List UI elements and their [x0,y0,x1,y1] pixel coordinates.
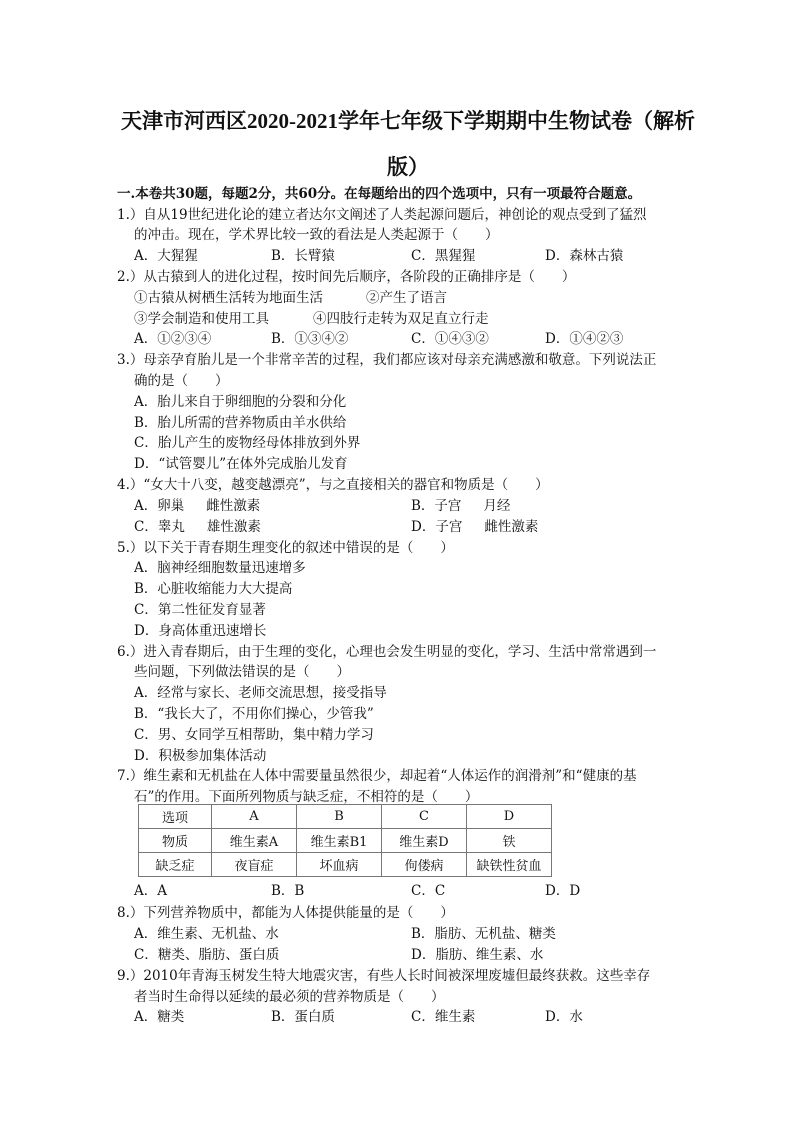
table-cell: 缺乏症 [139,853,212,877]
q6-stem-line2: 些问题，下列做法错误的是（ ） [134,664,350,680]
q4-option-c-organ: C．睾丸 [134,519,185,535]
q2-option-a: A．①②③④ [134,331,212,347]
table-row [139,853,552,877]
q4-option-a [134,494,260,514]
q3-stem-line2: 确的是（ ） [134,373,229,389]
q1-stem-line1: 1.）自从19世纪进化论的建立者达尔文阐述了人类起源问题后，神创论的观点受到了猛烈 [117,207,647,223]
table-cell: 佝偻病 [382,853,467,877]
table-cell: 坏血病 [297,853,382,877]
q1-option-d: D．森林古猿 [545,248,624,264]
q4-option-a-substance: 雌性激素 [206,498,261,514]
q2-option-c: C．①④③② [411,331,489,347]
q6-option-b: B．“我长大了，不用你们操心，少管我” [134,706,374,722]
q8-option-c: C．糖类、脂肪、蛋白质 [134,947,280,963]
table-cell: B [297,805,382,829]
q9-option-a: A．糖类 [134,1009,185,1025]
q9-stem-line1: 9.）2010年青海玉树发生特大地震灾害，有些人长时间被深埋废墟但最终获救。这些幸存 [117,968,651,984]
q4-option-b-substance: 月经 [483,498,511,514]
q1-option-b: B．长臂猿 [271,248,335,264]
q9-option-d: D．水 [545,1009,583,1025]
q2-statement-1: ①古猿从树栖生活转为地面生活 [134,290,323,306]
table-cell: 维生素B1 [297,829,382,853]
table-row [139,805,552,829]
q7-option-a: A．A [134,883,167,899]
exam-title [118,98,698,190]
q4-option-a-organ: A．卵巢 [134,498,185,514]
exam-title-line2: 版） [387,155,429,179]
q4-stem: 4.）“女大十八变，越变越漂亮”，与之直接相关的器官和物质是（ ） [117,477,549,493]
q5-option-a: A．脑神经细胞数量迅速增多 [134,560,306,576]
q5-option-d: D．身高体重迅速增长 [134,623,267,639]
q8-option-b: B．脂肪、无机盐、糖类 [411,926,556,942]
q5-option-c: C．第二性征发育显著 [134,602,266,618]
q7-stem-line2: 石”的作用。下面所列物质与缺乏症，不相符的是（ ） [134,789,479,805]
q3-option-c: C．胎儿产生的废物经母体排放到外界 [134,435,361,451]
table-cell: 夜盲症 [212,853,297,877]
q4-option-b-organ: B．子宫 [411,498,462,514]
table-row [139,829,552,853]
q1-stem-line2: 的冲击。现在，学术界比较一致的看法是人类起源于（ ） [134,227,499,243]
q2-statement-4: ④四肢行走转为双足直立行走 [313,311,489,327]
table-cell: 维生素D [382,829,467,853]
q8-stem: 8.）下列营养物质中，都能为人体提供能量的是（ ） [117,905,454,921]
q7-stem-line1: 7.）维生素和无机盐在人体中需要量虽然很少，却起着“人体运作的润滑剂”和“健康的基 [117,768,637,784]
q6-option-a: A．经常与家长、老师交流思想，接受指导 [134,685,387,701]
q5-option-b: B．心脏收缩能力大大提高 [134,581,293,597]
table-cell: A [212,805,297,829]
table-cell: C [382,805,467,829]
q2-stem: 2.）从古猿到人的进化过程，按时间先后顺序，各阶段的正确排序是（ ） [117,269,576,285]
q6-stem-line1: 6.）进入青春期后，由于生理的变化，心理也会发生明显的变化，学习、生活中常常遇到一 [117,644,657,660]
q7-option-b: B．B [271,883,305,899]
table-cell: 铁 [467,829,552,853]
q7-table [138,804,552,877]
q2-statement-2: ②产生了语言 [366,290,447,306]
q9-option-c: C．维生素 [411,1009,476,1025]
table-cell: 选项 [139,805,212,829]
q6-option-d: D．积极参加集体活动 [134,748,267,764]
q8-option-d: D．脂肪、维生素、水 [411,947,544,963]
q1-option-a: A．大猩猩 [134,248,198,264]
table-cell: D [467,805,552,829]
q2-option-d: D．①④②③ [545,331,624,347]
q1-option-c: C．黑猩猩 [411,248,476,264]
exam-title-line1: 天津市河西区2020-2021学年七年级下学期期中生物试卷（解析 [121,109,695,133]
q4-option-c [134,515,261,535]
q7-option-c: C．C [411,883,446,899]
q4-option-d-substance: 雌性激素 [484,519,539,535]
q3-stem-line1: 3.）母亲孕育胎儿是一个非常辛苦的过程，我们都应该对母亲充满感激和敬意。下列说法正 [117,352,657,368]
q5-stem: 5.）以下关于青春期生理变化的叙述中错误的是（ ） [117,540,454,556]
q4-option-c-substance: 雄性激素 [206,519,261,535]
q6-option-c: C．男、女同学互相帮助，集中精力学习 [134,727,374,743]
q9-option-b: B．蛋白质 [271,1009,335,1025]
q3-option-b: B．胎儿所需的营养物质由羊水供给 [134,415,347,431]
q4-option-b [411,494,510,514]
q3-option-a: A．胎儿来自于卵细胞的分裂和分化 [134,394,347,410]
table-cell: 缺铁性贫血 [467,853,552,877]
q3-option-d: D．“试管婴儿”在体外完成胎儿发育 [134,456,348,472]
q2-option-b: B．①③④② [271,331,349,347]
q4-option-d-organ: D．子宫 [411,519,463,535]
q9-stem-line2: 者当时生命得以延续的最必须的营养物质是（ ） [134,989,445,1005]
q8-option-a: A．维生素、无机盐、水 [134,926,279,942]
table-cell: 物质 [139,829,212,853]
q7-option-d: D．D [545,883,581,899]
q2-statement-3: ③学会制造和使用工具 [134,311,269,327]
table-cell: 维生素A [212,829,297,853]
section-heading: 一.本卷共30题，每题2分，共60分。在每题给出的四个选项中，只有一项最符合题意。 [117,186,642,202]
q4-option-d [411,515,538,535]
